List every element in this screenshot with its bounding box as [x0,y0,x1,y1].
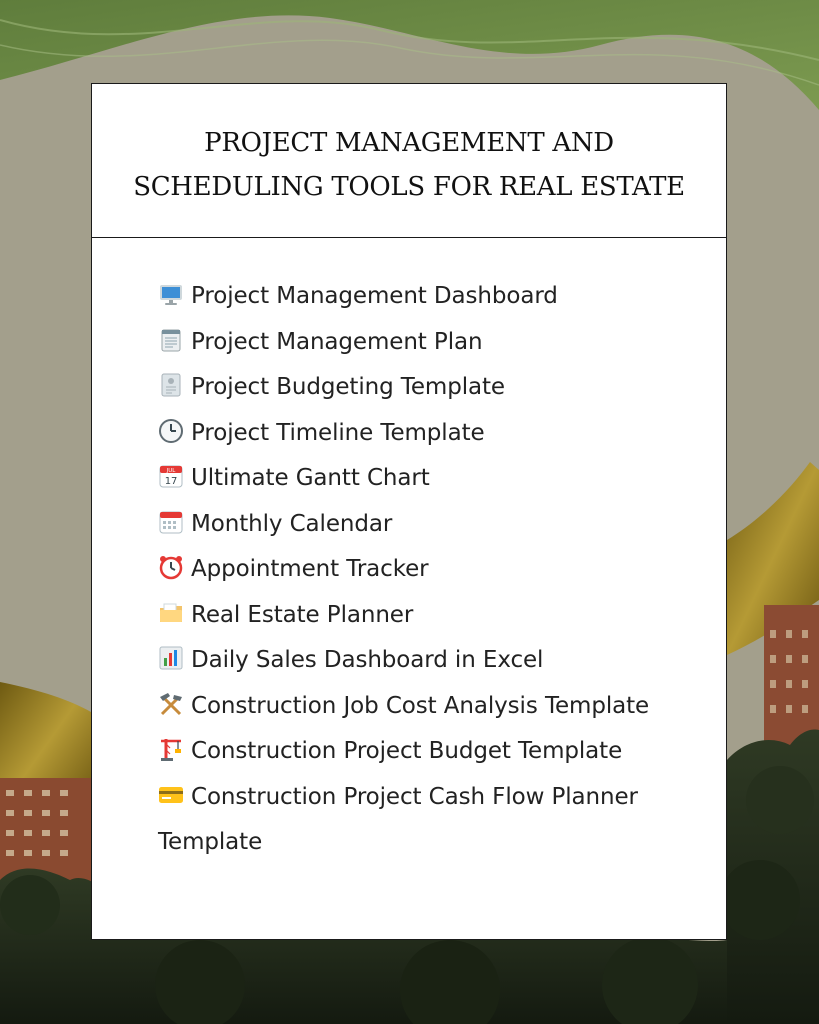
crane-icon [158,736,184,762]
list-item-label: Ultimate Gantt Chart [191,465,430,491]
list-item [158,775,718,866]
list-item-label: Project Budgeting Template [191,374,505,400]
tools-list [92,238,718,866]
svg-text:17: 17 [164,476,178,487]
page-title: PROJECT MANAGEMENT AND SCHEDULING TOOLS FOR REAL ESTATE [133,127,685,202]
list-item-label: Monthly Calendar [191,510,393,537]
list-item [158,456,718,502]
list-item [158,320,718,366]
list-item [158,638,718,684]
list-item-label: Construction Job Cost Analysis Template [191,692,650,719]
hammer-pick-icon [158,691,184,717]
list-item-label: Daily Sales Dashboard in Excel [191,647,544,673]
bar-chart-icon [158,645,184,671]
list-item [158,274,718,320]
ledger-icon [158,372,184,398]
list-item-label: Project Management Plan [191,328,483,355]
list-item [158,365,718,411]
svg-text:JUL: JUL [166,468,176,474]
list-item [158,411,718,457]
list-item-label: Project Management Dashboard [191,283,558,309]
list-item [158,729,718,775]
calendar-icon [158,509,184,535]
list-item-label: Construction Project Cash Flow Planner Template [158,783,638,855]
list-item [158,593,718,639]
list-item [158,684,718,730]
alarm-clock-icon [158,554,184,580]
list-item-label: Real Estate Planner [191,601,414,628]
list-item [158,502,718,548]
clock-icon [158,418,184,444]
computer-icon [158,281,184,307]
tools-card [91,83,727,940]
list-item-label: Appointment Tracker [191,556,429,582]
calendar-date-icon [158,463,184,489]
card-header [92,84,726,238]
notepad-icon [158,327,184,353]
list-item-label: Construction Project Budget Template [191,738,623,764]
list-item [158,547,718,593]
list-item-label: Project Timeline Template [191,419,485,446]
credit-card-icon [158,782,184,808]
folder-icon [158,600,184,626]
